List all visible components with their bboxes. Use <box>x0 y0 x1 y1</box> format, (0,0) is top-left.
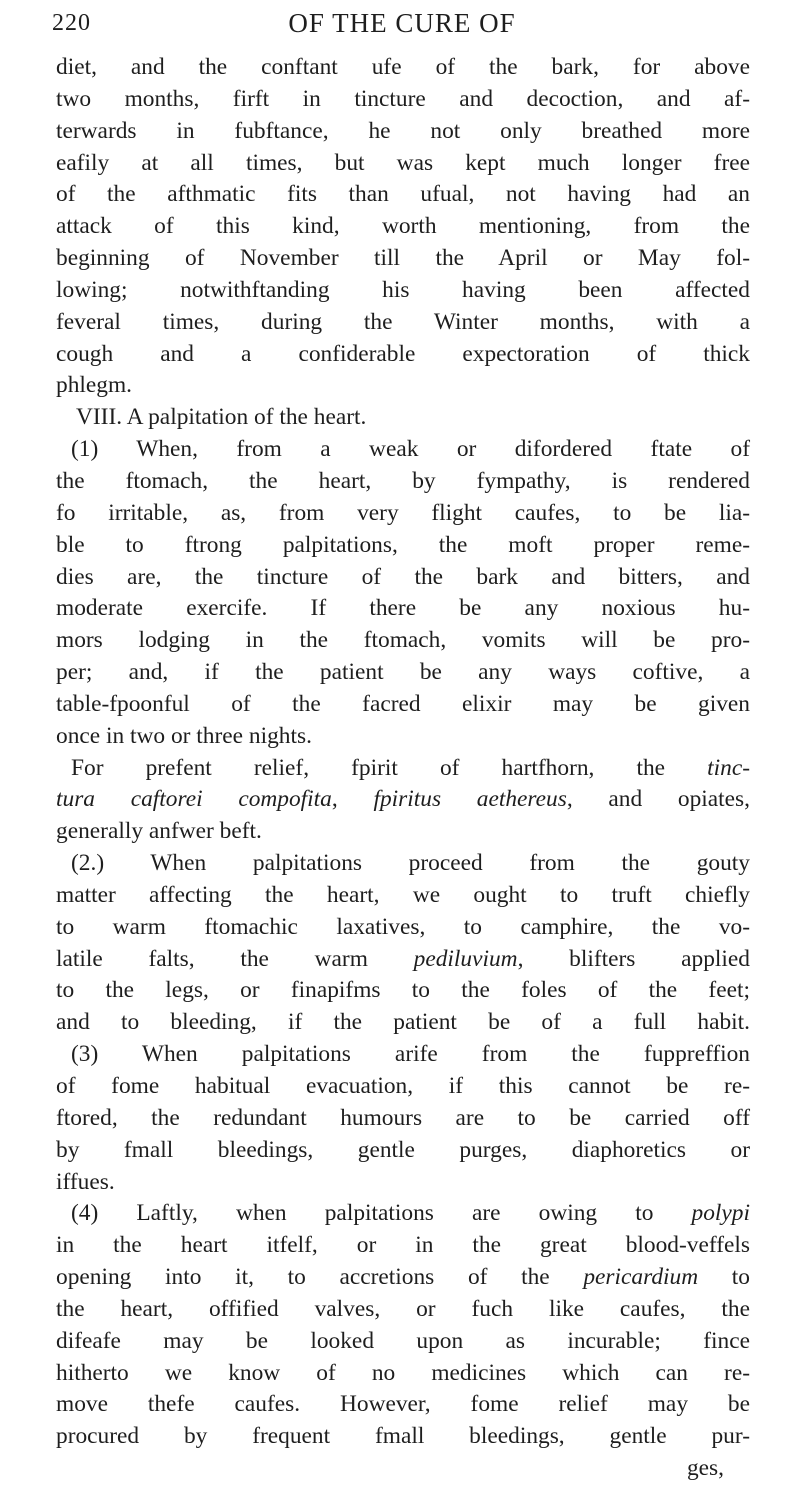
text-line: lowing; notwithftanding his having been affected <box>56 276 750 303</box>
text-line: and to bleeding, if the patient be of a full habit. <box>56 1009 750 1036</box>
text-line: diet, and the conftant ufe of the bark, for above <box>56 54 750 80</box>
text-line: feveral times, during the Winter months, with a <box>56 308 750 335</box>
text-line: mors lodging in the ftomach, vomits will be pro- <box>56 627 750 654</box>
section-heading: VIII. A palpitation of the heart. <box>76 404 367 431</box>
text-line: iffues. <box>56 1168 115 1195</box>
text-line: hitherto we know of no medicines which can re- <box>56 1359 750 1386</box>
text-line: fo irritable, as, from very flight caufes, to be lia- <box>56 499 750 526</box>
text-line: two months, firft in tincture and decoction, and af- <box>56 85 750 112</box>
text-line: matter affecting the heart, we ought to truft chiefly <box>56 881 750 908</box>
text-line: cough and a confiderable expectoration of thick <box>56 340 750 367</box>
text-line: of fome habitual evacuation, if this cannot be re- <box>56 1073 750 1099</box>
text-line: terwards in fubftance, he not only breathed more <box>56 117 750 144</box>
running-head <box>52 6 752 44</box>
text-line: the ftomach, the heart, by fympathy, is rendered <box>56 467 750 494</box>
text-line: table-fpoonful of the facred elixir may be given <box>56 690 750 717</box>
text-line: generally anfwer beft. <box>56 818 262 845</box>
running-title: OF THE CURE OF <box>288 8 516 38</box>
text-line: to warm ftomachic laxatives, to camphire, the vo- <box>56 913 750 940</box>
text-line: the heart, offified valves, or fuch like caufes, the <box>56 1295 750 1322</box>
text-line: phlegm. <box>56 372 133 399</box>
text-line: latile falts, the warm pediluvium, blifters applied <box>56 945 750 972</box>
body-text <box>56 52 750 1485</box>
text-line: eafily at all times, but was kept much longer free <box>56 149 750 176</box>
text-line-italic: tura caftorei compofita, fpiritus aethereus, and opiates, <box>56 786 751 813</box>
text-line: per; and, if the patient be any ways coftive, a <box>56 659 750 686</box>
text-line: opening into it, to accretions of the pericardium to <box>56 1264 750 1291</box>
page-number: 220 <box>52 10 91 36</box>
text-line: to the legs, or finapifms to the foles of the feet; <box>56 977 750 1004</box>
text-line: (1) When, from a weak or difordered ftate of <box>71 436 750 463</box>
text-line: ble to ftrong palpitations, the moft proper reme- <box>56 531 750 558</box>
text-line: procured by frequent fmall bleedings, gentle pur- <box>56 1423 750 1450</box>
text-line: move thefe caufes. However, fome relief may be <box>56 1391 750 1418</box>
text-line: ftored, the redundant humours are to be carried off <box>56 1104 750 1131</box>
text-line: (2.) When palpitations proceed from the gouty <box>71 850 750 877</box>
text-line: once in two or three nights. <box>56 722 312 749</box>
text-line: in the heart itfelf, or in the great blood-veffels <box>56 1232 750 1259</box>
catchword: ges, <box>686 1455 724 1482</box>
text-line: attack of this kind, worth mentioning, from the <box>56 213 750 240</box>
text-line: moderate exercife. If there be any noxious hu- <box>56 595 750 622</box>
text-line: of the afthmatic fits than ufual, not having had an <box>56 181 750 208</box>
text-line: For prefent relief, fpirit of hartfhorn, the tinc- <box>71 754 750 781</box>
text-line: dies are, the tincture of the bark and bitters, and <box>56 563 750 590</box>
text-line: by fmall bleedings, gentle purges, diaphoretics or <box>56 1136 750 1163</box>
text-line: difeafe may be looked upon as incurable; fince <box>56 1327 750 1354</box>
text-line: beginning of November till the April or May fol- <box>56 245 750 272</box>
text-line: (4) Laftly, when palpitations are owing to polypi <box>71 1200 750 1227</box>
text-line: (3) When palpitations arife from the fuppreffion <box>71 1041 750 1068</box>
